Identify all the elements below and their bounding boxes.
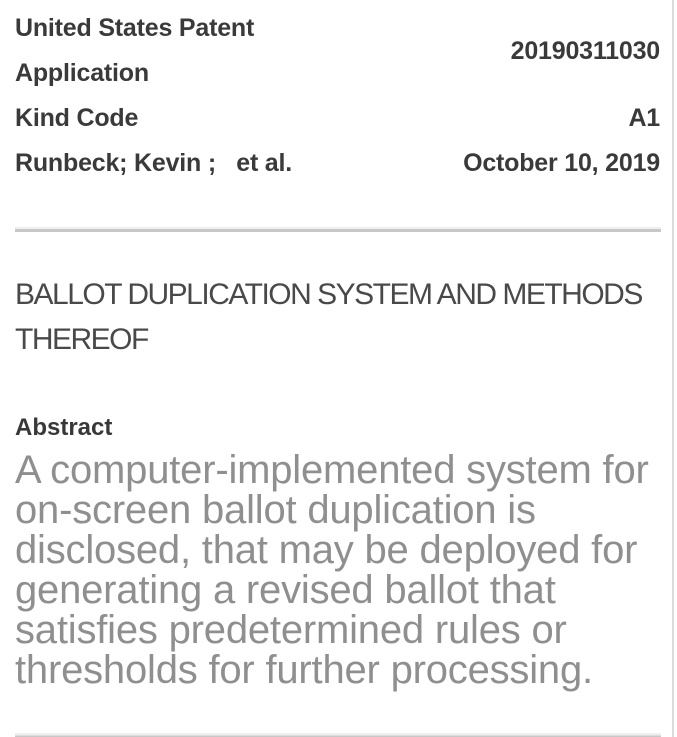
- inventors-names: Runbeck; Kevin ; et al.: [15, 149, 293, 177]
- patent-number: 20190311030: [510, 36, 660, 65]
- header-row-inventors: [15, 141, 660, 186]
- doc-type-label: United States Patent Application: [15, 14, 255, 87]
- abstract-body: A computer-implemented system for on-screen ballot duplication is disclosed, that may be deployed for generating a revised ballot that satisfies predetermined rules or thresholds for further processing.: [15, 448, 649, 692]
- abstract-heading: Abstract: [15, 414, 113, 441]
- kind-code-label: Kind Code: [15, 104, 139, 132]
- content-right-border: [672, 0, 674, 737]
- section-divider-bottom: [15, 733, 661, 737]
- patent-header: [15, 6, 660, 186]
- invention-title: BALLOT DUPLICATION SYSTEM AND METHODS THEREOF: [15, 278, 642, 356]
- publication-date: October 10, 2019: [463, 149, 660, 177]
- section-divider-top: [15, 227, 661, 232]
- header-row-doc-type: [15, 6, 660, 96]
- kind-code-value: A1: [628, 104, 660, 132]
- header-row-kind-code: [15, 96, 660, 141]
